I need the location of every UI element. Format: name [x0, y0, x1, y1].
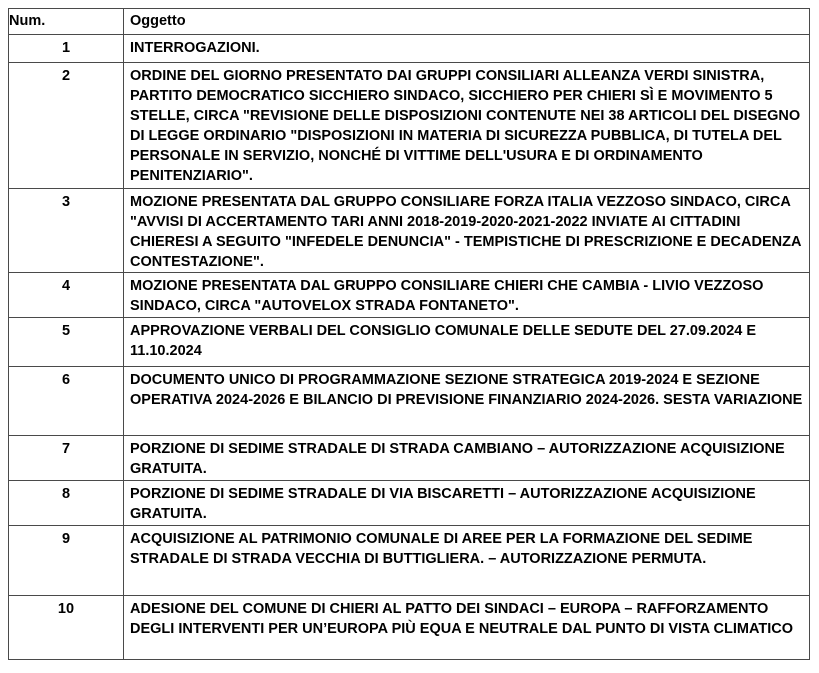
- row-subject: PORZIONE DI SEDIME STRADALE DI STRADA CAMBIANO – AUTORIZZAZIONE ACQUISIZIONE GRATUITA.: [124, 436, 810, 481]
- row-number: 6: [9, 367, 124, 436]
- table-row: [9, 318, 810, 367]
- header-subject: Oggetto: [124, 9, 810, 35]
- row-subject: ORDINE DEL GIORNO PRESENTATO DAI GRUPPI CONSILIARI ALLEANZA VERDI SINISTRA, PARTITO DEMOCRATICO SICCHIERO SINDACO, SICCHIERO PER CHIERI SÌ E MOVIMENTO 5 STELLE, CIRCA "REVISIONE DELLE DISPOSIZIONI CONTENUTE NEI 38 ARTICOLI DEL DISEGNO DI LEGGE ORDINARIO "DISPOSIZIONI IN MATERIA DI SICUREZZA PUBBLICA, DI TUTELA DEL PERSONALE IN SERVIZIO, NONCHÉ DI VITTIME DELL'USURA E DI ORDINAMENTO PENITENZIARIO".: [124, 63, 810, 189]
- table-header-row: [9, 9, 810, 35]
- table-row: [9, 436, 810, 481]
- table-row: [9, 367, 810, 436]
- table-row: [9, 189, 810, 273]
- row-subject: MOZIONE PRESENTATA DAL GRUPPO CONSILIARE CHIERI CHE CAMBIA - LIVIO VEZZOSO SINDACO, CIRCA "AUTOVELOX STRADA FONTANETO".: [124, 273, 810, 318]
- table-row: [9, 526, 810, 596]
- table-row: [9, 35, 810, 63]
- row-number: 8: [9, 481, 124, 526]
- row-number: 3: [9, 189, 124, 273]
- header-num: Num.: [9, 9, 124, 35]
- table-row: [9, 481, 810, 526]
- row-subject: PORZIONE DI SEDIME STRADALE DI VIA BISCARETTI – AUTORIZZAZIONE ACQUISIZIONE GRATUITA.: [124, 481, 810, 526]
- row-number: 7: [9, 436, 124, 481]
- row-subject: DOCUMENTO UNICO DI PROGRAMMAZIONE SEZIONE STRATEGICA 2019-2024 E SEZIONE OPERATIVA 2024-2026 E BILANCIO DI PREVISIONE FINANZIARIO 2024-2026. SESTA VARIAZIONE: [124, 367, 810, 436]
- row-number: 5: [9, 318, 124, 367]
- table-row: [9, 596, 810, 660]
- row-number: 9: [9, 526, 124, 596]
- row-number: 2: [9, 63, 124, 189]
- row-subject: ACQUISIZIONE AL PATRIMONIO COMUNALE DI AREE PER LA FORMAZIONE DEL SEDIME STRADALE DI STRADA VECCHIA DI BUTTIGLIERA. – AUTORIZZAZIONE PERMUTA.: [124, 526, 810, 596]
- row-number: 4: [9, 273, 124, 318]
- row-subject: APPROVAZIONE VERBALI DEL CONSIGLIO COMUNALE DELLE SEDUTE DEL 27.09.2024 E 11.10.2024: [124, 318, 810, 367]
- row-number: 10: [9, 596, 124, 660]
- row-subject: ADESIONE DEL COMUNE DI CHIERI AL PATTO DEI SINDACI – EUROPA – RAFFORZAMENTO DEGLI INTERVENTI PER UN’EUROPA PIÙ EQUA E NEUTRALE DAL PUNTO DI VISTA CLIMATICO: [124, 596, 810, 660]
- row-number: 1: [9, 35, 124, 63]
- table-row: [9, 273, 810, 318]
- agenda-table: [8, 8, 810, 660]
- table-row: [9, 63, 810, 189]
- row-subject: INTERROGAZIONI.: [124, 35, 810, 63]
- row-subject: MOZIONE PRESENTATA DAL GRUPPO CONSILIARE FORZA ITALIA VEZZOSO SINDACO, CIRCA "AVVISI DI ACCERTAMENTO TARI ANNI 2018-2019-2020-2021-2022 INVIATE AI CITTADINI CHIERESI A SEGUITO "INFEDELE DENUNCIA" - TEMPISTICHE DI PRESCRIZIONE E DECADENZA CONTESTAZIONE".: [124, 189, 810, 273]
